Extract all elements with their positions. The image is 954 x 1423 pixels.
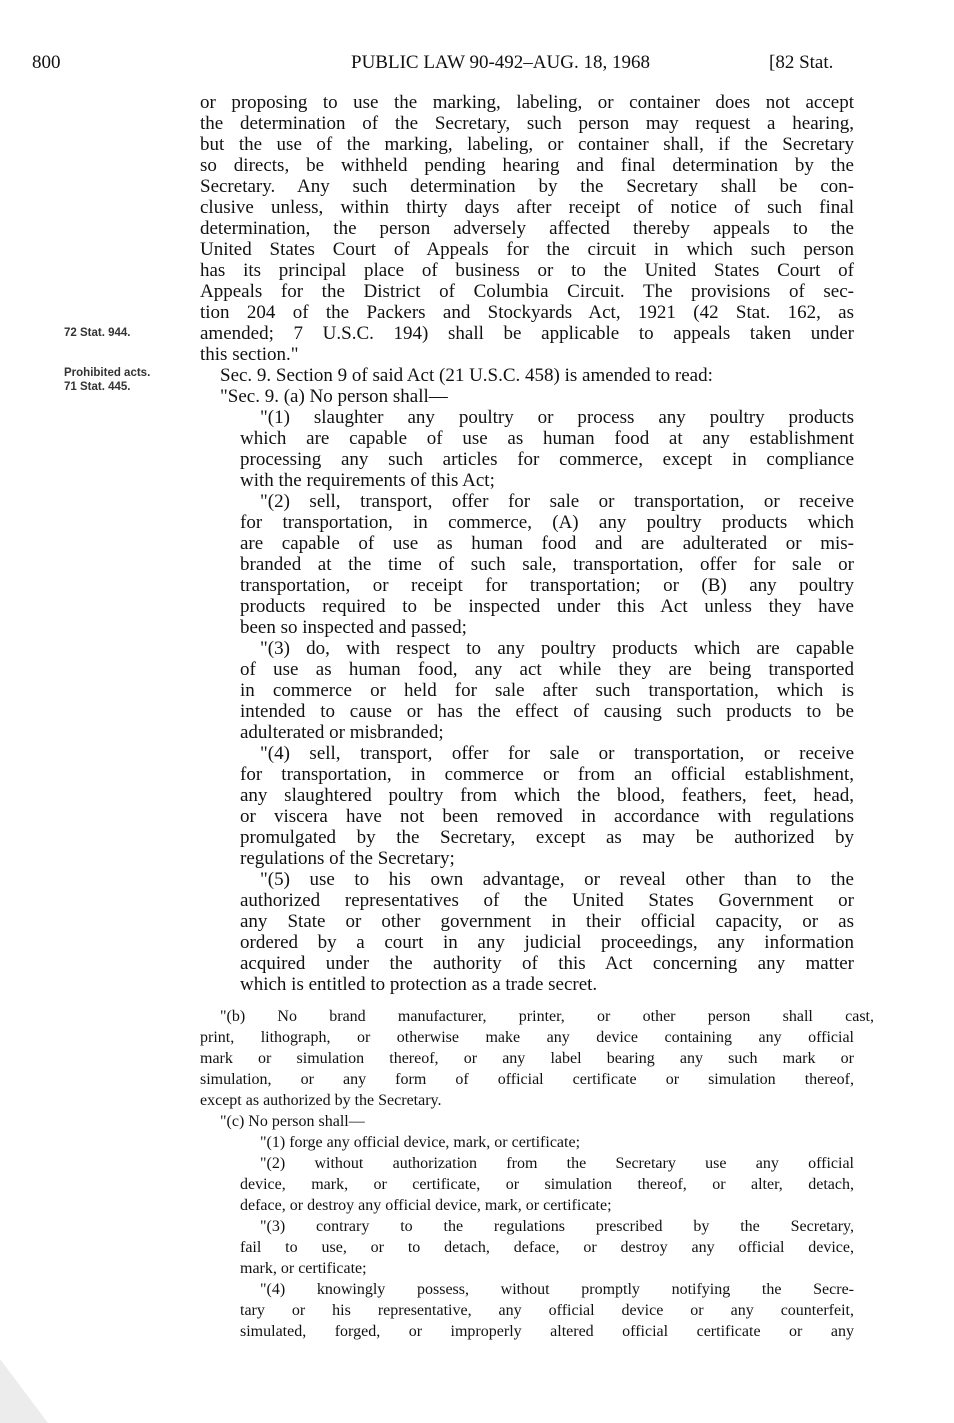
text-line: has its principal place of business or to the United States Court of — [200, 260, 854, 281]
text-line: any slaughtered poultry from which the blood, feathers, feet, head, — [240, 785, 854, 806]
statute-text — [200, 92, 854, 995]
margin-note-citation — [64, 326, 199, 340]
margin-note-section-heading — [64, 366, 199, 394]
text-line: mark, or certificate; — [240, 1260, 367, 1277]
subsection-c-line: "(c) No person shall— — [220, 1113, 365, 1130]
text-line: fail to use, or to detach, deface, or destroy any official device, — [240, 1239, 854, 1256]
text-line: any State or other government in their official capacity, or as — [240, 911, 854, 932]
text-line: with the requirements of this Act; — [240, 470, 495, 491]
text-line: of use as human food, any act while they are being transported — [240, 659, 854, 680]
margin-citation-71-stat: 71 Stat. 445. — [64, 381, 131, 393]
subsection-b-line: "(b) No brand manufacturer, printer, or other person shall cast, — [220, 1008, 874, 1025]
text-line: device, mark, or certificate, or simulation thereof, or alter, detach, — [240, 1176, 854, 1193]
text-line: which is entitled to protection as a trade secret. — [240, 974, 598, 995]
margin-heading-prohibited-acts: Prohibited acts. — [64, 367, 151, 379]
paragraph-3-line: "(3) do, with respect to any poultry products which are capable — [260, 638, 854, 659]
text-line: so directs, be withheld pending hearing and final determination by the — [200, 155, 854, 176]
text-line: been so inspected and passed; — [240, 617, 467, 638]
text-line: adulterated or misbranded; — [240, 722, 444, 743]
text-line: tion 204 of the Packers and Stockyards Act, 1921 (42 Stat. 162, as — [200, 302, 854, 323]
paragraph-5-line: "(5) use to his own advantage, or reveal other than to the — [260, 869, 854, 890]
text-line: promulgated by the Secretary, except as may be authorized by — [240, 827, 854, 848]
text-line: tary or his representative, any official device or any counterfeit, — [240, 1302, 854, 1319]
text-line: or viscera have not been removed in accordance with regulations — [240, 806, 854, 827]
text-line: amended; 7 U.S.C. 194) shall be applicable to appeals taken under — [200, 323, 854, 344]
text-line: print, lithograph, or otherwise make any device containing any official — [200, 1029, 854, 1046]
running-title: PUBLIC LAW 90-492–AUG. 18, 1968 — [351, 52, 650, 73]
text-line: regulations of the Secretary; — [240, 848, 455, 869]
page-number: 800 — [32, 52, 61, 73]
subsection-a-line: "Sec. 9. (a) No person shall— — [220, 386, 448, 407]
paragraph-1-line: "(1) slaughter any poultry or process any poultry products — [260, 407, 854, 428]
text-line: authorized representatives of the United States Government or — [240, 890, 854, 911]
section-9-heading-line: Sec. 9. Section 9 of said Act (21 U.S.C. 458) is amended to read: — [220, 365, 713, 386]
text-line: intended to cause or has the effect of causing such products to be — [240, 701, 854, 722]
text-line: processing any such articles for commerce, except in compliance — [240, 449, 854, 470]
text-line: branded at the time of such sale, transportation, offer for sale or — [240, 554, 854, 575]
text-line: for transportation, in commerce or from an official establishment, — [240, 764, 854, 785]
subsection-c-paragraph-1-line: "(1) forge any official device, mark, or certificate; — [260, 1134, 581, 1151]
page-header — [0, 52, 954, 82]
statute-text-subsections-b-c — [200, 1008, 874, 1344]
text-line: are capable of use as human food and are adulterated or mis- — [240, 533, 854, 554]
text-line: or proposing to use the marking, labeling, or container does not accept — [200, 92, 854, 113]
text-line: mark or simulation thereof, or any label bearing any such mark or — [200, 1050, 854, 1067]
text-line: for transportation, in commerce, (A) any poultry products which — [240, 512, 854, 533]
subsection-c-paragraph-3-line: "(3) contrary to the regulations prescribed by the Secretary, — [260, 1218, 854, 1235]
text-line: acquired under the authority of this Act concerning any matter — [240, 953, 854, 974]
text-line: determination, the person adversely affected thereby appeals to the — [200, 218, 854, 239]
paragraph-2-line: "(2) sell, transport, offer for sale or transportation, or receive — [260, 491, 854, 512]
text-line: clusive unless, within thirty days after receipt of notice of such final — [200, 197, 854, 218]
volume-reference: [82 Stat. — [769, 52, 834, 73]
margin-citation-72-stat: 72 Stat. 944. — [64, 327, 131, 339]
subsection-c-paragraph-4-line: "(4) knowingly possess, without promptly notifying the Secre- — [260, 1281, 854, 1298]
text-line: United States Court of Appeals for the circuit in which such person — [200, 239, 854, 260]
text-line: this section." — [200, 344, 299, 365]
text-line: transportation, or receipt for transportation; or (B) any poultry — [240, 575, 854, 596]
text-line: simulation, or any form of official certificate or simulation thereof, — [200, 1071, 854, 1088]
text-line: but the use of the marking, labeling, or container shall, if the Secretary — [200, 134, 854, 155]
text-line: Secretary. Any such determination by the Secretary shall be con- — [200, 176, 854, 197]
text-line: ordered by a court in any judicial proceedings, any information — [240, 932, 854, 953]
text-line: Appeals for the District of Columbia Circuit. The provisions of sec- — [200, 281, 854, 302]
text-line: simulated, forged, or improperly altered official certificate or any — [240, 1323, 854, 1340]
text-line: except as authorized by the Secretary. — [200, 1092, 442, 1109]
subsection-c-paragraph-2-line: "(2) without authorization from the Secretary use any official — [260, 1155, 854, 1172]
text-line: products required to be inspected under this Act unless they have — [240, 596, 854, 617]
text-line: the determination of the Secretary, such person may request a hearing, — [200, 113, 854, 134]
page-corner-shadow — [0, 1359, 48, 1423]
text-line: which are capable of use as human food at any establishment — [240, 428, 854, 449]
text-line: in commerce or held for sale after such transportation, which is — [240, 680, 854, 701]
text-line: deface, or destroy any official device, mark, or certificate; — [240, 1197, 612, 1214]
paragraph-4-line: "(4) sell, transport, offer for sale or transportation, or receive — [260, 743, 854, 764]
